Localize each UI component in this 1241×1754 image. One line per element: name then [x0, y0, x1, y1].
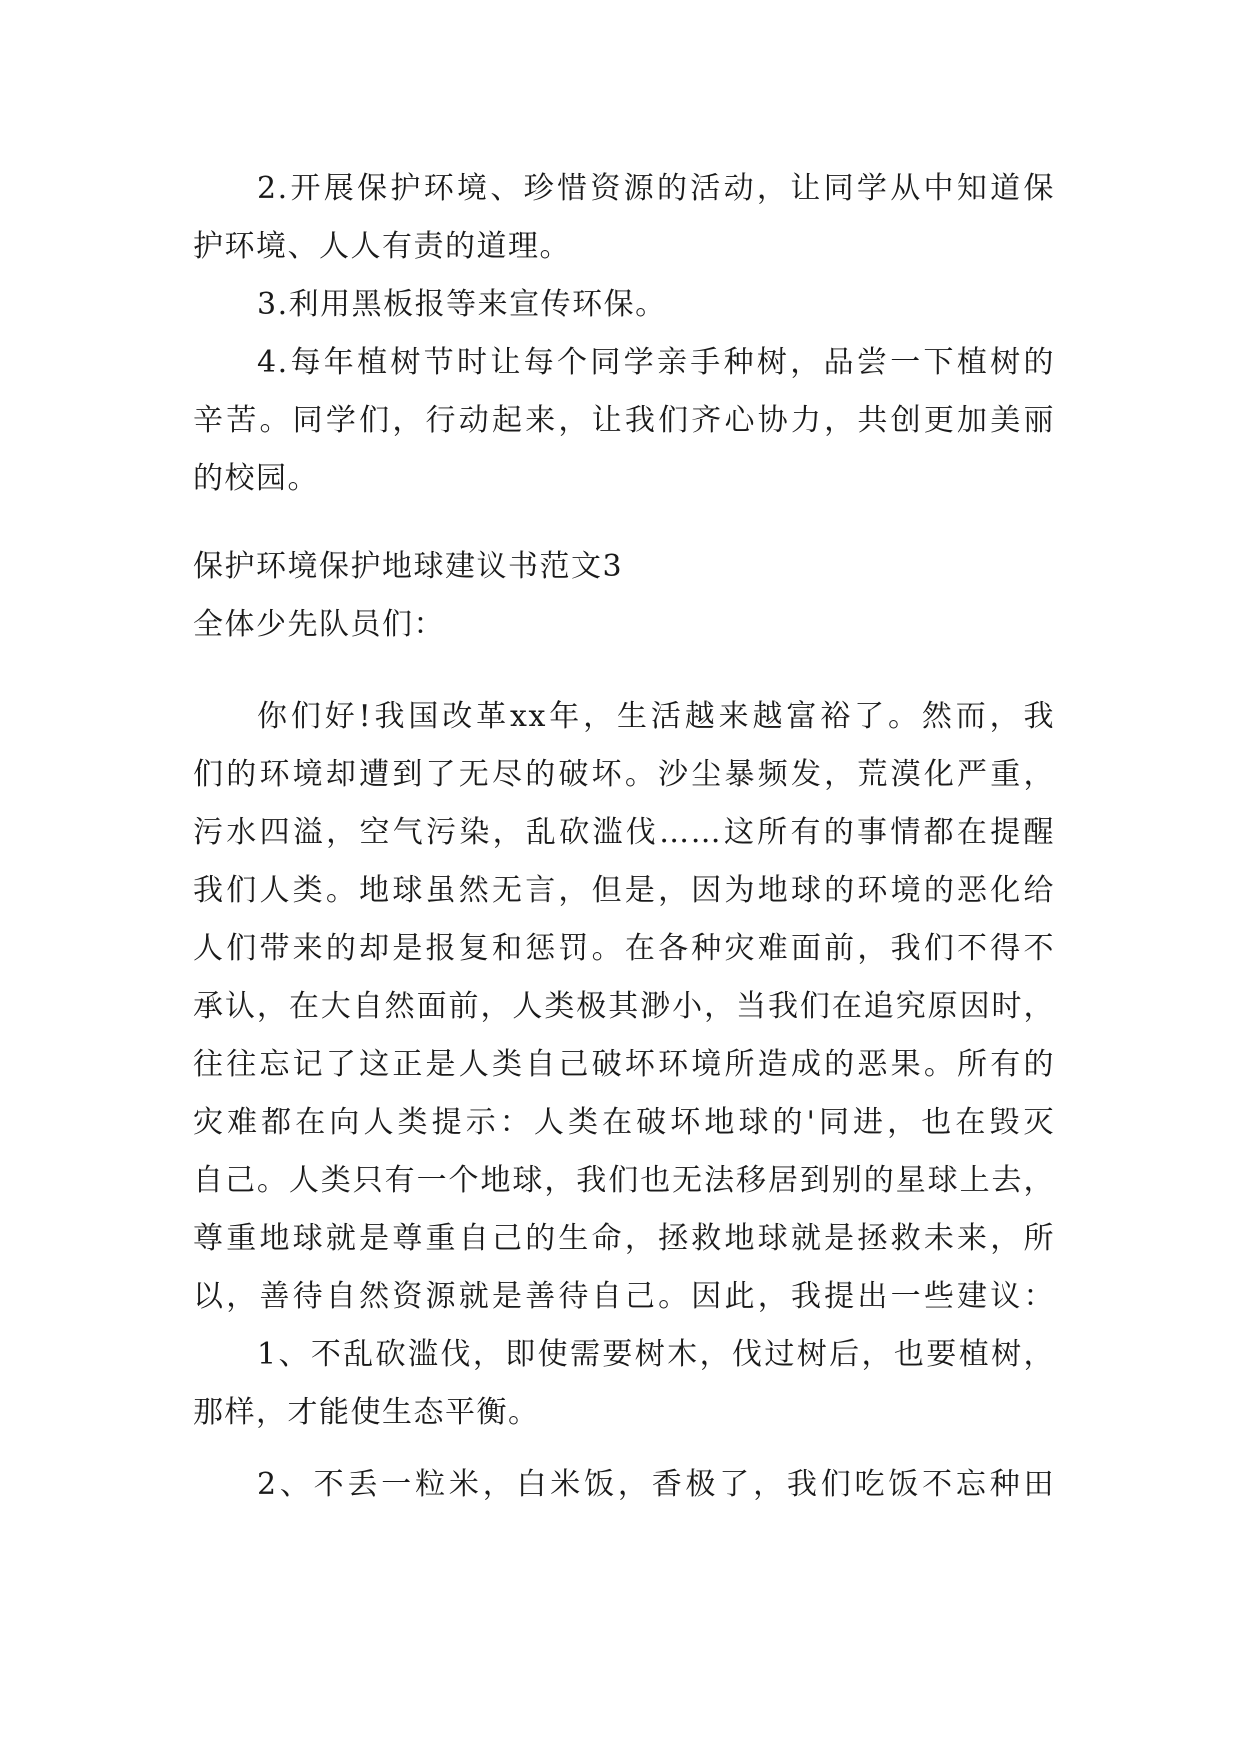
paragraph-line: 2.开展保护环境、珍惜资源的活动，让同学从中知道保	[257, 171, 1055, 206]
spacer	[193, 654, 1055, 688]
paragraph-line: 承认，在大自然面前，人类极其渺小，当我们在追究原因时，	[193, 989, 1055, 1024]
paragraph-line: 辛苦。同学们，行动起来，让我们齐心协力，共创更加美丽	[193, 403, 1055, 438]
spacer	[193, 508, 1055, 538]
list-item-line: 那样，才能使生态平衡。	[193, 1395, 540, 1430]
spacer	[193, 1442, 1055, 1456]
paragraph-line: 尊重地球就是尊重自己的生命，拯救地球就是拯救未来，所	[193, 1221, 1055, 1256]
paragraph-line: 灾难都在向人类提示：人类在破坏地球的'同进，也在毁灭	[193, 1105, 1055, 1140]
salutation: 全体少先队员们：	[193, 607, 445, 642]
paragraph-line: 我们人类。地球虽然无言，但是，因为地球的环境的恶化给	[193, 873, 1055, 908]
paragraph-line: 们的环境却遭到了无尽的破坏。沙尘暴频发，荒漠化严重，	[193, 757, 1055, 792]
section-title: 保护环境保护地球建议书范文3	[193, 549, 624, 584]
paragraph-line: 的校园。	[193, 461, 319, 496]
document-body	[193, 160, 1055, 1514]
paragraph-line: 往往忘记了这正是人类自己破坏环境所造成的恶果。所有的	[193, 1047, 1055, 1082]
paragraph-line: 以，善待自然资源就是善待自己。因此，我提出一些建议：	[193, 1279, 1055, 1314]
paragraph-line: 人们带来的却是报复和惩罚。在各种灾难面前，我们不得不	[193, 931, 1055, 966]
paragraph-line: 4.每年植树节时让每个同学亲手种树，品尝一下植树的	[257, 345, 1055, 380]
paragraph-line: 护环境、人人有责的道理。	[193, 229, 571, 264]
list-item-line: 2、不丢一粒米，白米饭，香极了，我们吃饭不忘种田	[257, 1467, 1055, 1502]
paragraph-line: 自己。人类只有一个地球，我们也无法移居到别的星球上去，	[193, 1163, 1055, 1198]
list-item-line: 1、不乱砍滥伐，即使需要树木，伐过树后，也要植树，	[257, 1337, 1055, 1372]
paragraph-line: 你们好!我国改革xx年，生活越来越富裕了。然而，我	[257, 699, 1055, 734]
paragraph-line: 3.利用黑板报等来宣传环保。	[257, 287, 667, 322]
paragraph-line: 污水四溢，空气污染，乱砍滥伐……这所有的事情都在提醒	[193, 815, 1055, 850]
